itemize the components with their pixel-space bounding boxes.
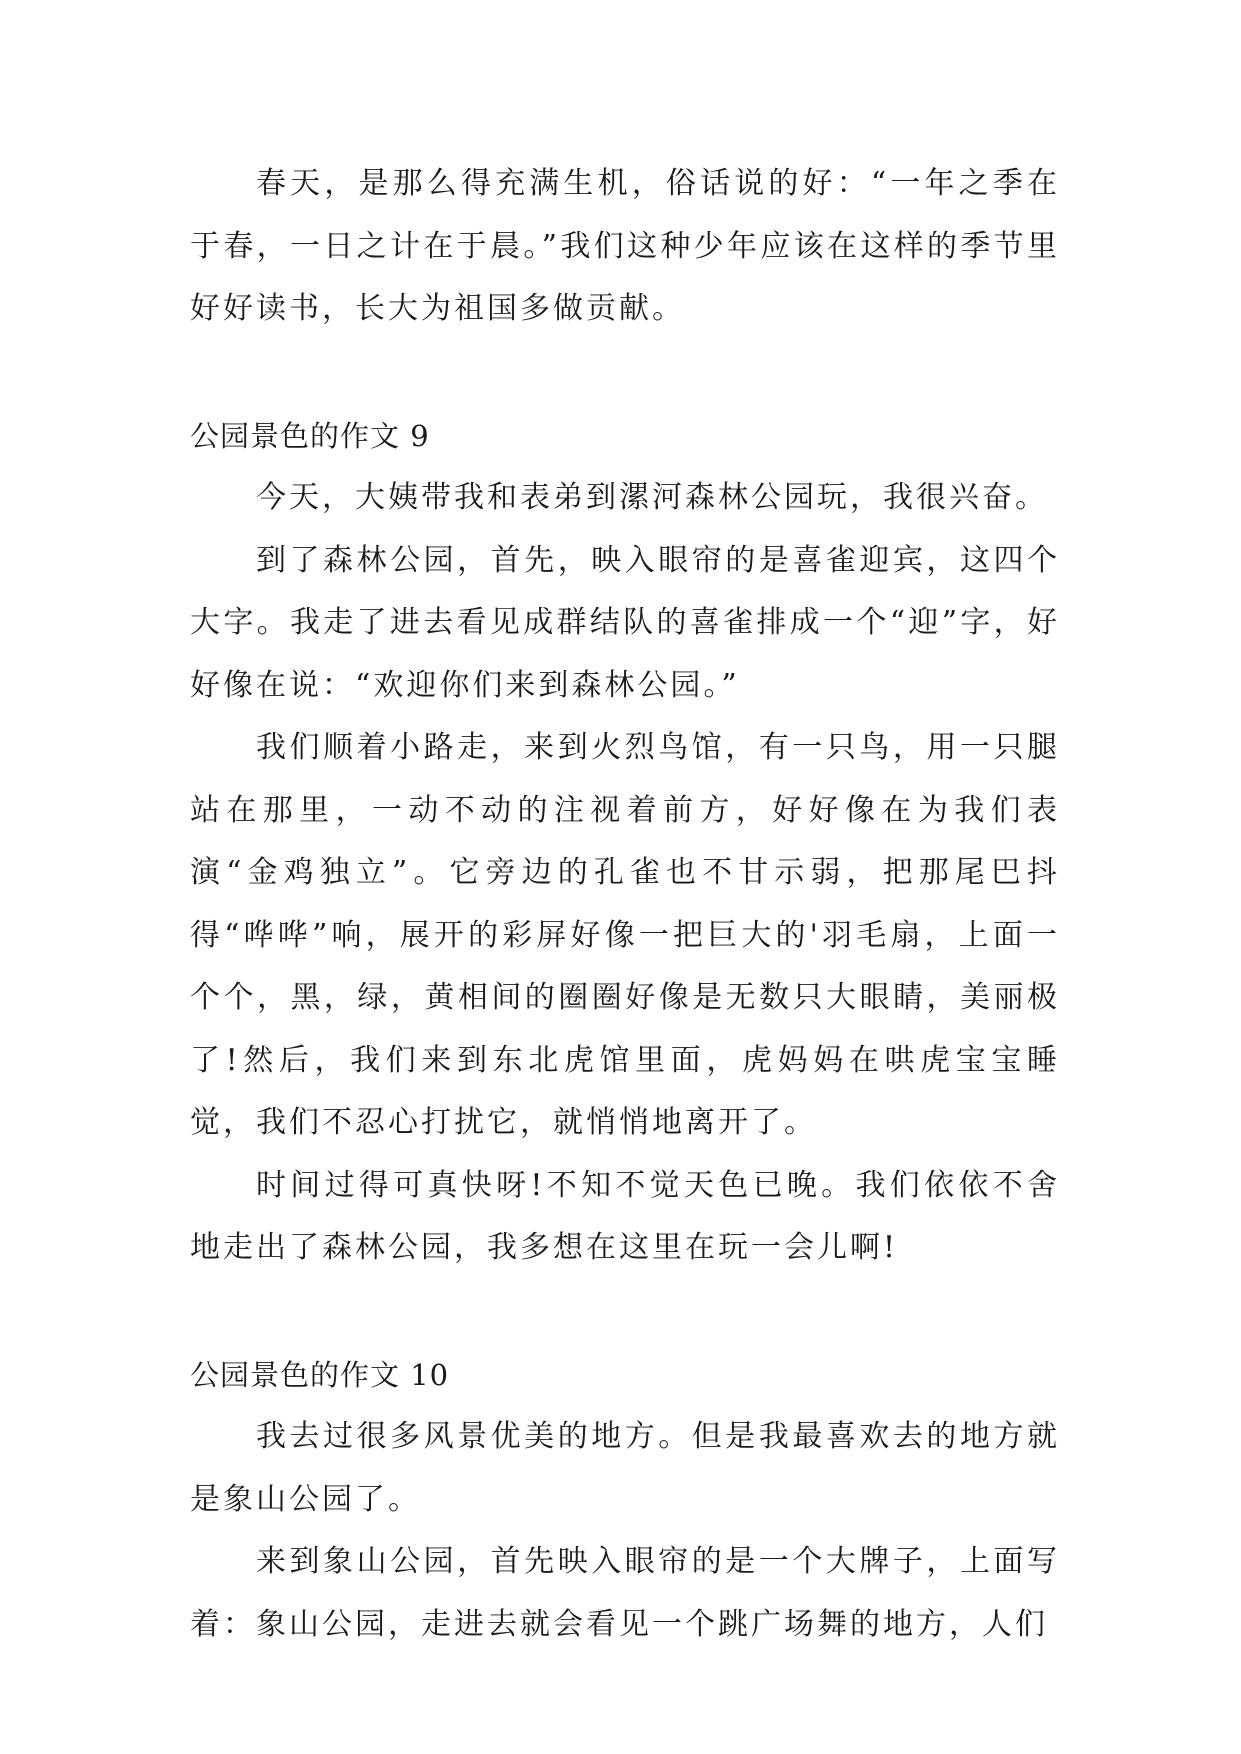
- paragraph: 我们顺着小路走，来到火烈鸟馆，有一只鸟，用一只腿站在那里，一动不动的注视着前方，好好像在为我们表演“金鸡独立”。它旁边的孔雀也不甘示弱，把那尾巴抖得“哗哗”响，展开的彩屏好像一把巨大的'羽毛扇，上面一个个，黑，绿，黄相间的圈圈好像是无数只大眼睛，美丽极了!然后，我们来到东北虎馆里面，虎妈妈在哄虎宝宝睡觉，我们不忍心打扰它，就悄悄地离开了。: [190, 730, 1060, 1140]
- paragraph: 春天，是那么得充满生机，俗话说的好：“一年之季在于春，一日之计在于晨。”我们这种少年应该在这样的季节里好好读书，长大为祖国多做贡献。: [190, 166, 1060, 326]
- section-heading: 公园景色的作文 10: [190, 1357, 450, 1392]
- section-gap: [190, 1280, 1060, 1344]
- paragraph: 来到象山公园，首先映入眼帘的是一个大牌子，上面写着：象山公园，走进去就会看见一个跳广场舞的地方，人们: [190, 1544, 1060, 1642]
- paragraph: 我去过很多风景优美的地方。但是我最喜欢去的地方就是象山公园了。: [190, 1419, 1060, 1517]
- paragraph: 今天，大姨带我和表弟到漯河森林公园玩，我很兴奋。: [256, 480, 1048, 515]
- section-gap: [190, 341, 1060, 405]
- paragraph: 时间过得可真快呀!不知不觉天色已晚。我们依依不舍地走出了森林公园，我多想在这里在玩一会儿啊!: [190, 1167, 1060, 1265]
- paragraph: 到了森林公园，首先，映入眼帘的是喜雀迎宾，这四个大字。我走了进去看见成群结队的喜雀排成一个“迎”字，好好像在说：“欢迎你们来到森林公园。”: [190, 542, 1060, 703]
- section-heading: 公园景色的作文 9: [190, 418, 430, 453]
- document-body: [190, 153, 1060, 1656]
